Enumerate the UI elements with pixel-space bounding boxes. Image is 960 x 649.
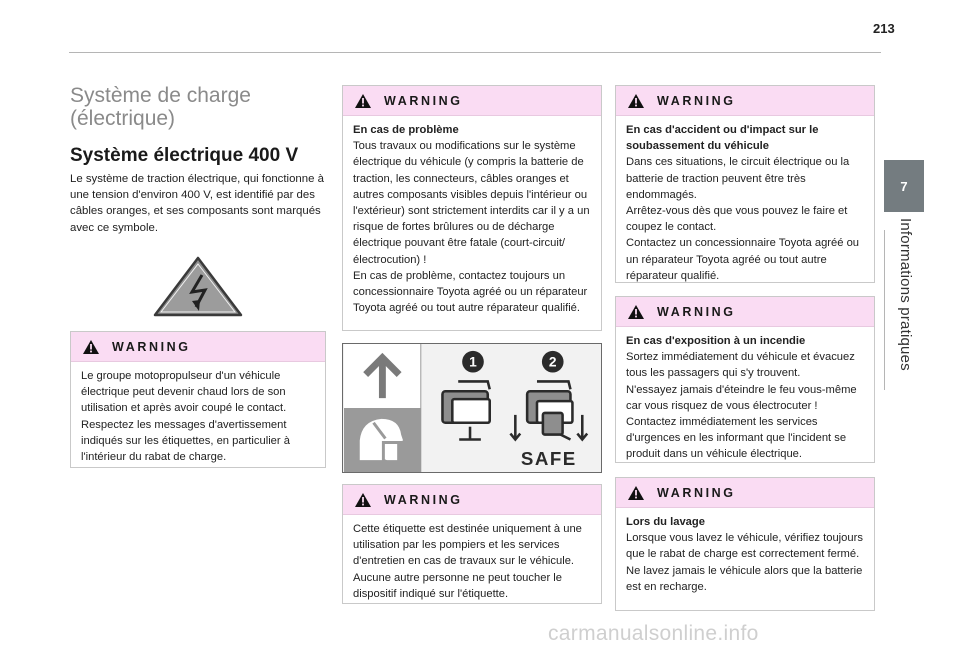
page-number: 213 — [873, 21, 895, 36]
header-divider — [69, 52, 881, 53]
warning-header — [616, 297, 874, 327]
service-plug-step-1 — [442, 381, 489, 439]
chapter-tab[interactable] — [884, 160, 924, 212]
warning-triangle-icon — [82, 339, 100, 355]
service-plug-step-2 — [510, 381, 587, 439]
warning-body — [616, 116, 874, 284]
service-plug-label-illustration — [343, 344, 601, 472]
warning-box-accident — [615, 85, 875, 283]
intro-paragraph: Le système de traction électrique, qui fonctionne à une tension d'environ 400 V, est identifié par des câbles oranges, et ses composants sont marqués avec ce symbole. — [70, 173, 324, 234]
warning-header — [71, 332, 325, 362]
watermark: carmanualsonline.info — [548, 622, 759, 645]
warning-text: Dans ces situations, le circuit électrique ou la batterie de traction peuvent être très endommagés. Arrêtez-vous dès que vous pouvez le faire et coupez le contact. Contactez un concessionnaire Toyota agréé ou un réparateur Toyota agréé ou tout autre réparateur qualifié. — [626, 156, 860, 282]
warning-heading: Lors du lavage — [626, 516, 705, 528]
warning-box-powertrain — [70, 331, 326, 468]
warning-heading: En cas de problème — [353, 124, 459, 136]
warning-label: WARNING — [657, 93, 736, 108]
warning-triangle-icon — [627, 304, 645, 320]
safe-text: SAFE — [520, 448, 577, 470]
warning-label: WARNING — [112, 339, 191, 354]
safety-label-figure — [342, 343, 602, 473]
warning-body — [616, 508, 874, 595]
warning-text: Le groupe motopropulseur d'un véhicule électrique peut devenir chaud lors de son utilisation et après avoir coupé le contact. Respectez les messages d'avertissement indiqués sur les étiquettes, en particulier à l'intérieur du rabat de charge. — [81, 370, 290, 464]
chapter-divider — [884, 230, 885, 390]
warning-label: WARNING — [657, 485, 736, 500]
warning-heading: En cas d'accident ou d'impact sur le soubassement du véhicule — [626, 124, 819, 153]
warning-heading: En cas d'exposition à un incendie — [626, 335, 806, 347]
warning-box-label-usage — [342, 484, 602, 604]
warning-label: WARNING — [384, 492, 463, 507]
warning-text: Lorsque vous lavez le véhicule, vérifiez toujours que le rabat de charge est correctement fermé. Ne lavez jamais le véhicule alors que la batterie est en recharge. — [626, 532, 863, 593]
warning-triangle-icon — [627, 93, 645, 109]
warning-body — [616, 327, 874, 463]
warning-text: Sortez immédiatement du véhicule et évacuez tous les passagers qui s'y trouvent. N'essayez jamais d'éteindre le feu vous-même car vous risquez de vous électrocuter ! Contactez immédiatement les services d'urgences en les informant que l'incident se produit dans un véhicule électrique. — [626, 351, 857, 461]
step-2-number: 2 — [548, 354, 557, 370]
warning-header — [616, 86, 874, 116]
warning-box-problem — [342, 85, 602, 331]
warning-box-fire — [615, 296, 875, 463]
warning-header — [616, 478, 874, 508]
high-voltage-symbol-icon — [152, 255, 244, 317]
warning-box-washing — [615, 477, 875, 611]
warning-text: Cette étiquette est destinée uniquement à une utilisation par les pompiers et les services d'entretien en cas de travaux sur le véhicule. Aucune autre personne ne peut toucher le dispositif indiqué sur l'étiquette. — [353, 523, 582, 600]
firefighter-helmet-icon — [360, 419, 403, 464]
step-1-number: 1 — [469, 354, 477, 370]
warning-text: Tous travaux ou modifications sur le système électrique du véhicule (y compris la batterie de traction, les connecteurs, câbles oranges et autres composants visibles depuis l'intérieur ou l'extérieur) sont strictement interdits car il y a un risque de fortes brûlures ou de décharge électrique pouvant être fatale (court-circuit/électrocution) ! En cas de problème, contactez toujours un concessionnaire Toyota agréé ou un réparateur Toyota agréé ou tout autre réparateur qualifié. — [353, 140, 590, 315]
sub-title: Système électrique 400 V — [70, 145, 299, 166]
chapter-title: Informations pratiques — [897, 218, 914, 371]
section-title: Système de charge (électrique) — [70, 84, 251, 130]
warning-body — [71, 362, 325, 465]
warning-body — [343, 116, 601, 316]
warning-label: WARNING — [657, 304, 736, 319]
warning-body — [343, 515, 601, 602]
warning-triangle-icon — [627, 485, 645, 501]
warning-triangle-icon — [354, 93, 372, 109]
warning-header — [343, 86, 601, 116]
warning-header — [343, 485, 601, 515]
warning-triangle-icon — [354, 492, 372, 508]
chapter-number: 7 — [900, 178, 908, 194]
warning-label: WARNING — [384, 93, 463, 108]
